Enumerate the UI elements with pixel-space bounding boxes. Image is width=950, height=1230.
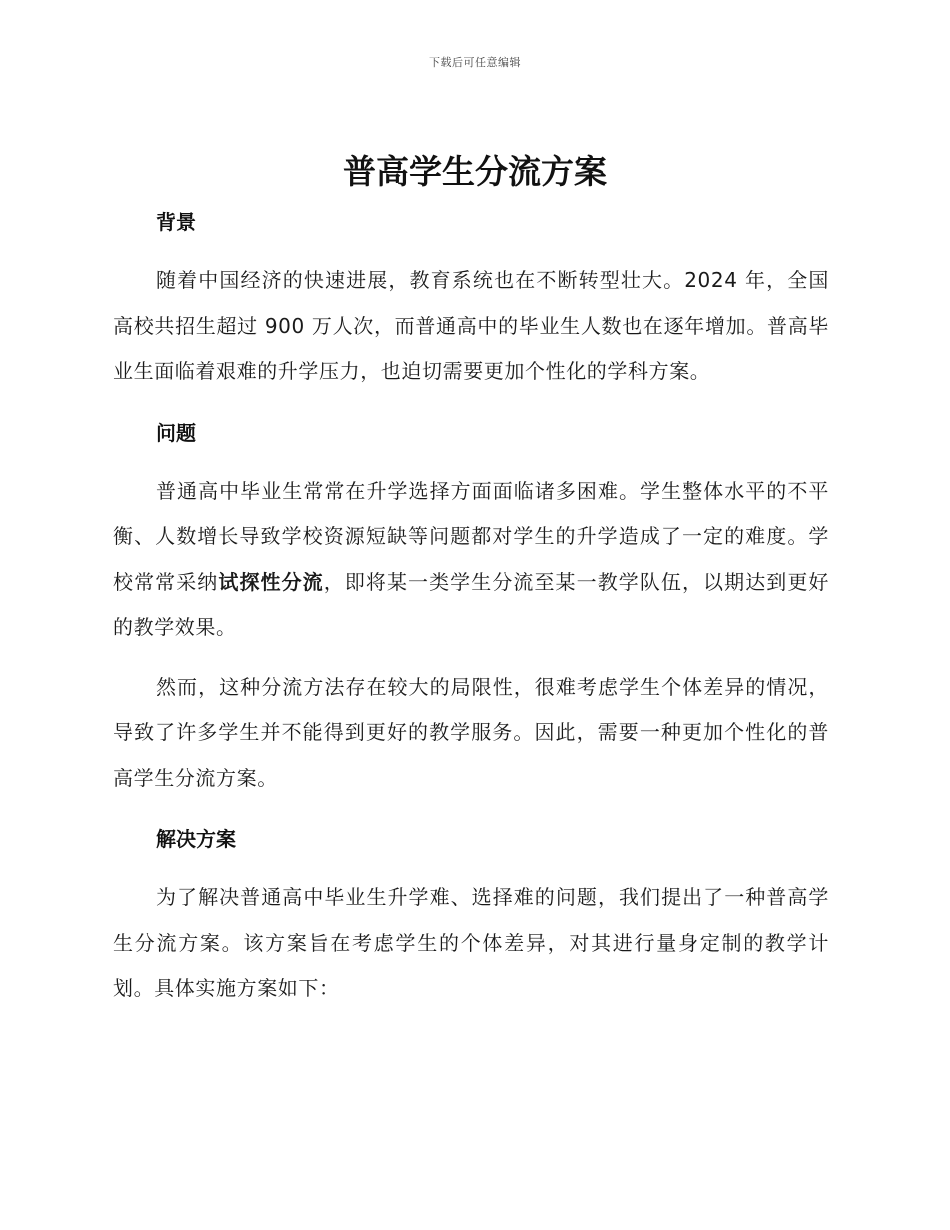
section-heading-solution: 解决方案: [156, 827, 236, 851]
paragraph-problem-1-text-b: ，即将某一类学生分流至某一教学队伍，以期达到更好的教学效果。: [113, 569, 830, 639]
section-heading-problem: 问题: [156, 420, 196, 445]
page-header-note: 下载后可任意编辑: [429, 56, 521, 69]
paragraph-solution: 为了解决普通高中毕业生升学难、选择难的问题，我们提出了一种普高学生分流方案。该方案旨在考虑学生的个体差异，对其进行量身定制的教学计划。具体实施方案如下：: [113, 885, 829, 1000]
term-tentative-streaming: 试探性分流: [218, 569, 324, 594]
section-heading-background: 背景: [156, 210, 196, 234]
paragraph-problem-1: [113, 469, 829, 651]
paragraph-background: 随着中国经济的快速进展，教育系统也在不断转型壮大。2024 年，全国高校共招生超过 900 万人次，而普通高中的毕业生人数也在逐年增加。普高毕业生面临着艰难的升学压力，也迫切需要更加个性化的学科方案。: [113, 268, 829, 383]
paragraph-problem-2: 然而，这种分流方法存在较大的局限性，很难考虑学生个体差异的情况，导致了许多学生并不能得到更好的教学服务。因此，需要一种更加个性化的普高学生分流方案。: [113, 674, 829, 790]
paragraph-problem-1-text-a: 普通高中毕业生常常在升学选择方面面临诸多困难。学生整体水平的不平衡、人数增长导致学校资源短缺等问题都对学生的升学造成了一定的难度。学校常常采纳: [113, 478, 829, 594]
document-body: [113, 200, 829, 1012]
document-title: 普高学生分流方案: [343, 152, 607, 191]
